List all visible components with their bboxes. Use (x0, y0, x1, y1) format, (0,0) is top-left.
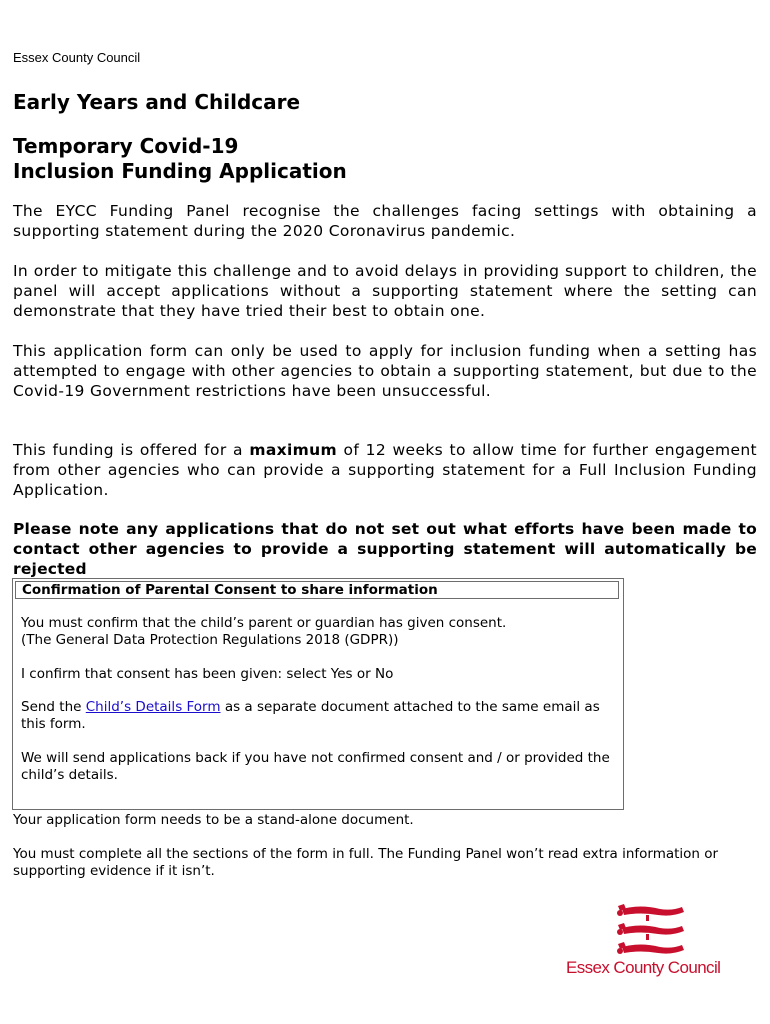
mitigation-paragraph: In order to mitigate this challenge and to avoid delays in providing support to children, the panel will accept applications without a supporting statement where the setting can demonstrate that they have tried their best to obtain one. (13, 262, 757, 320)
send-form-instruction (21, 699, 621, 733)
childs-details-form-link[interactable]: Child’s Details Form (85, 699, 221, 715)
send-form-text-start: Send the (21, 699, 86, 715)
consent-confirmation-text: I confirm that consent has been given: select Yes or No (21, 666, 394, 682)
funding-duration-paragraph (13, 440, 757, 500)
consent-box-title: Confirmation of Parental Consent to share information (15, 581, 619, 599)
rejection-note: Please note any applications that do not set out what efforts have been made to contact other agencies to provide a supporting statement will automatically be rejected (13, 520, 757, 578)
header-organisation: Essex County Council (13, 50, 141, 65)
funding-text-end: of 12 weeks to allow time for further engagement from other agencies who can provide a supporting statement for a Full Inclusion Funding Application. (13, 441, 757, 499)
parental-consent-box (12, 578, 624, 810)
eligibility-paragraph: This application form can only be used to apply for inclusion funding when a setting has attempted to engage with other agencies to obtain a supporting statement, but due to the Covid-19 Government restrictions have been unsuccessful. (13, 342, 757, 400)
consent-requirement-text (21, 615, 621, 649)
document-subtitle (13, 134, 753, 184)
subtitle-line-2: Inclusion Funding Application (13, 159, 347, 183)
subtitle-line-1: Temporary Covid-19 (13, 134, 239, 158)
funding-maximum-emphasis: maximum (249, 441, 338, 459)
gdpr-reference: (The General Data Protection Regulations 2018 (GDPR)) (21, 632, 399, 648)
standalone-document-note: Your application form needs to be a stand-alone document. (13, 812, 414, 828)
logo-wordmark: Essex County Council (566, 958, 721, 977)
intro-paragraph: The EYCC Funding Panel recognise the challenges facing settings with obtaining a supporting statement during the 2020 Coronavirus pandemic. (13, 202, 757, 240)
funding-text-start: This funding is offered for a (13, 441, 250, 459)
document-title: Early Years and Childcare (13, 90, 301, 114)
complete-all-sections-note: You must complete all the sections of the form in full. The Funding Panel won’t read extra information or supporting evidence if it isn’t. (13, 846, 719, 879)
send-form-text-end: as a separate document attached to the same email as this form. (21, 699, 600, 732)
consent-requirement-line: You must confirm that the child’s parent or guardian has given consent. (21, 615, 507, 631)
return-warning-text: We will send applications back if you have not confirmed consent and / or provided the child’s details. (21, 750, 610, 783)
seax-blades (617, 904, 684, 954)
